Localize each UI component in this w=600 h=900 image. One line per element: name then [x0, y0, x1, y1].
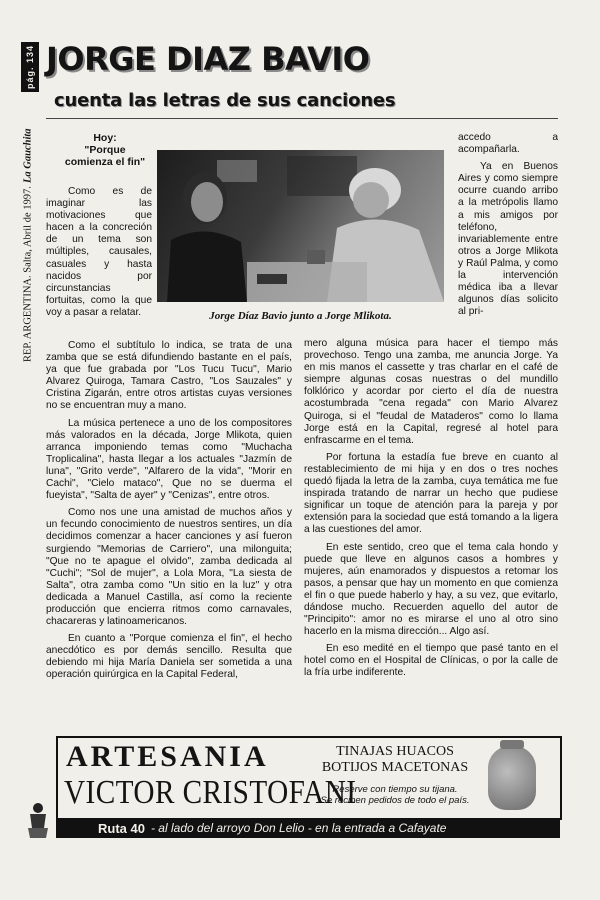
article-subtitle: cuenta las letras de sus canciones — [54, 90, 396, 111]
ad-note — [320, 784, 470, 806]
photo-illustration — [157, 150, 444, 302]
paragraph: En cuanto a "Porque comienza el fin", el hecho anecdótico es por demás sencillo. Resulta que debiendo mi hija María Daniela ser sometida a una operación quirúrgica en la Capital Federal, — [46, 633, 292, 681]
ad-note-line: Se reciben pedidos de todo el país. — [320, 795, 470, 806]
ad-business-name: VICTOR CRISTOFANI — [64, 774, 357, 811]
kicker-label: Hoy: — [93, 132, 117, 144]
paragraph: mero alguna música para hacer el tiempo más provechoso. Tengo una zamba, me anuncia Jorge. Ya en mis manos el cassette y tras charlar en el café de siempre algunas cosas nuestras o del mundillo folklórico y acordar por cierto el día de nuestra acostumbrada "cena regada" con Mario Alvarez Quiroga, si el "feudal de Mataderos" como lo llama Jorge está en la Capital, regresé al hotel para enfrascarme en el tema. — [304, 338, 558, 446]
magazine-name: La Gauchita — [22, 128, 34, 184]
ad-products-line: TINAJAS HUACOS — [336, 744, 454, 759]
page-number-label: pág. 134 — [21, 42, 39, 92]
ad-route: Ruta 40 — [98, 820, 145, 836]
paragraph: En este sentido, creo que el tema cala hondo y puede que lleve en algunos casos a hombres y mujeres, aún enamorados y dispuestos a retomar los pasos, a pensar que hay un momento en que comienza el fin o que puede haberlo y hay, a su vez, que evitarlo, dándose mucho. Recuerden aquello del autor de "Principito": amor no es mirarse el uno al otro sino hacerlo en la misma dirección... Algo así. — [304, 541, 558, 638]
paragraph: La música pertenece a uno de los compositores más valorados en la década, Jorge Mlikota, quien arranca imponiendo temas como "Muchacha Troplicalina", hasta llegar a los actuales "Jazmín de luna", "Grito verde", "Alfarero de la vida", "Morir en Cachi", "Cielo mataco", Que no se duerma el fueyista", "Salta de ayer" y "Cenizas", entre otros. — [46, 417, 292, 502]
jar-icon — [488, 746, 536, 810]
ad-location: - al lado del arroyo Don Lelio - en la entrada a Cafayate — [150, 821, 447, 835]
article-column-1-top — [46, 186, 152, 324]
article-photo — [157, 150, 444, 302]
artisan-figure-icon — [24, 800, 52, 840]
paragraph: Como el subtítulo lo indica, se trata de una zamba que se está difundiendo bastante en el país, ya que fue grabada por "Los Tucu Tucu", Mario Alvarez Quiroga, Tamara Castro, "Los Sauzales" y Cristina Zigarán, entre otros artistas cuyas versiones no se encuentran muy a mano. — [46, 340, 292, 412]
paragraph: Como es de imaginar las motivaciones que hacen a la concreción de un tema son múltiples, causales, casuales y hasta nacidos por circunstancias fortuitas, como la que voy a pasar a relatar. — [46, 186, 152, 318]
issue-place-date: REP. ARGENTINA. Salta, Abril de 1997. — [22, 186, 34, 362]
ad-note-line: Reserve con tiempo su tijana. — [332, 784, 458, 795]
ad-products-line: BOTIJOS MACETONAS — [321, 760, 469, 775]
kicker-song-title: "Porque comienza el fin" — [64, 144, 146, 168]
paragraph: Por fortuna la estadía fue breve en cuanto al restablecimiento de mi hija y en dos o tres noches quedó fijada la letra de la zamba, cuya temática me fue inspirada tratando de narrar un hecho que pudiese significar un toque de atención para la pareja y por extensión para la sociedad que está tomando a la ligera a las cuestiones del amor. — [304, 451, 558, 536]
paragraph: Ya en Buenos Aires y como siempre ocurre cuando arribo a la metrópolis llamo a mis amigos por teléfono, invariablemente entre otros a Jorge Mlikota y Raúl Palma, y como la intervención médica iba a llevar algunos días solicito al pri- — [458, 161, 558, 318]
article-column-2-top — [458, 132, 558, 323]
paragraph: accedo a acompañarla. — [458, 132, 558, 156]
article-title: JORGE DIAZ BAVIO — [46, 40, 370, 78]
paragraph: En eso medité en el tiempo que pasé tanto en el hotel como en el Hospital de Clínicas, o por la calle de la fría urbe indiferente. — [304, 643, 558, 679]
article-kicker — [60, 132, 150, 168]
article-column-2 — [304, 338, 558, 685]
advertisement-box — [56, 736, 562, 820]
photo-caption: Jorge Díaz Bavio junto a Jorge Mlikota. — [209, 310, 392, 322]
paragraph: Como nos une una amistad de muchos años y un fecundo conocimiento de nuestros sentires, un día decidimos comenzar a hacer canciones y así fueron surgiendo "Memorias de Carriero", una milonguita; "Que no te apague el olvido", zamba dedicada al "Cuchi"; "Sol de mujer", a Lola Mora, "La siesta de Salta", otra zamba como "Un sitio en la luz" y otra dedicada a Manuel Castilla, así como la reciente producción que encierra ritmos como carnavales, chacareras y latinoamericanos. — [46, 507, 292, 628]
article-column-1 — [46, 340, 292, 687]
header-divider — [46, 118, 558, 119]
issue-side-label — [16, 128, 40, 362]
ad-business-type: ARTESANIA — [66, 740, 269, 773]
ad-location-band — [56, 818, 560, 838]
ad-products — [320, 744, 470, 776]
